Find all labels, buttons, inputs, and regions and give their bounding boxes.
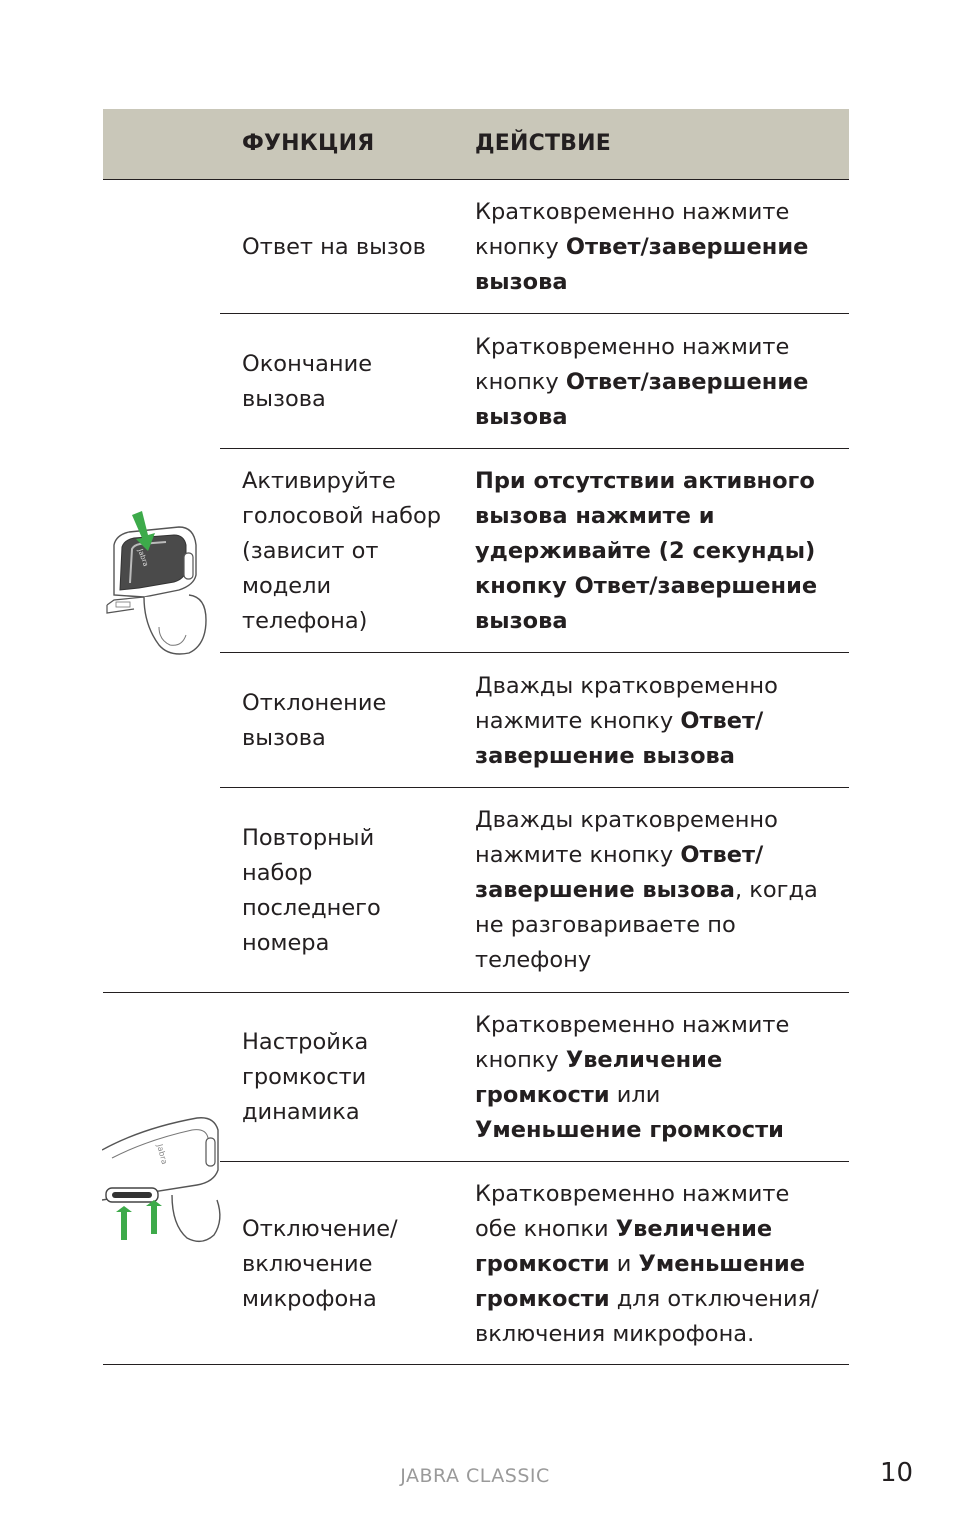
- headset-answer-button-illustration: [104, 505, 219, 660]
- press-arrow-icon: [116, 1206, 132, 1240]
- header-action: ДЕЙСТВИЕ: [475, 131, 611, 156]
- divider: [103, 992, 849, 993]
- row-function-redial: Повторный набор последнего номера: [242, 825, 381, 956]
- row-action-redial: Дважды кратковременно нажмите кнопку Ответ/ завершение вызова, когда не разговариваете по телефону: [475, 807, 818, 973]
- row-function-reject: Отклонение вызова: [242, 690, 387, 751]
- row-function-end-call: Окончание вызова: [242, 351, 373, 412]
- headset-volume-buttons-illustration: [102, 1110, 227, 1250]
- row-function-volume: Настройка громкости динамика: [242, 1029, 369, 1125]
- press-arrow-icon: [146, 1200, 162, 1234]
- divider: [103, 1364, 849, 1365]
- row-function-voice-dial: Активируйте голосовой набор (зависит от модели телефона): [242, 468, 442, 634]
- row-action-answer: Кратковременно нажмите кнопку Ответ/завершение вызова: [475, 199, 809, 295]
- page-number: 10: [880, 1458, 914, 1488]
- row-function-answer: Ответ на вызов: [242, 234, 426, 260]
- divider: [103, 179, 849, 180]
- divider: [220, 448, 849, 449]
- divider: [220, 787, 849, 788]
- row-action-voice-dial: При отсутствии активного вызова нажмите и удерживайте (2 секунды) кнопку Ответ/завершение вызова: [475, 468, 818, 634]
- divider: [220, 652, 849, 653]
- row-action-end-call: Кратковременно нажмите кнопку Ответ/завершение вызова: [475, 334, 809, 430]
- divider: [220, 1161, 849, 1162]
- row-action-volume: Кратковременно нажмите кнопку Увеличение громкости или Уменьшение громкости: [475, 1012, 790, 1143]
- table-header: [103, 109, 849, 179]
- row-function-mute: Отключение/ включение микрофона: [242, 1216, 398, 1312]
- row-action-reject: Дважды кратковременно нажмите кнопку Ответ/ завершение вызова: [475, 673, 778, 769]
- row-action-mute: Кратковременно нажмите обе кнопки Увеличение громкости и Уменьшение громкости для отключения/ включения микрофона.: [475, 1181, 819, 1347]
- jabra-logo: Jabra: [136, 547, 150, 568]
- header-function: ФУНКЦИЯ: [242, 131, 375, 156]
- jabra-logo: Jabra: [155, 1143, 170, 1166]
- divider: [220, 313, 849, 314]
- footer-brand: JABRA CLASSIC: [400, 1465, 550, 1487]
